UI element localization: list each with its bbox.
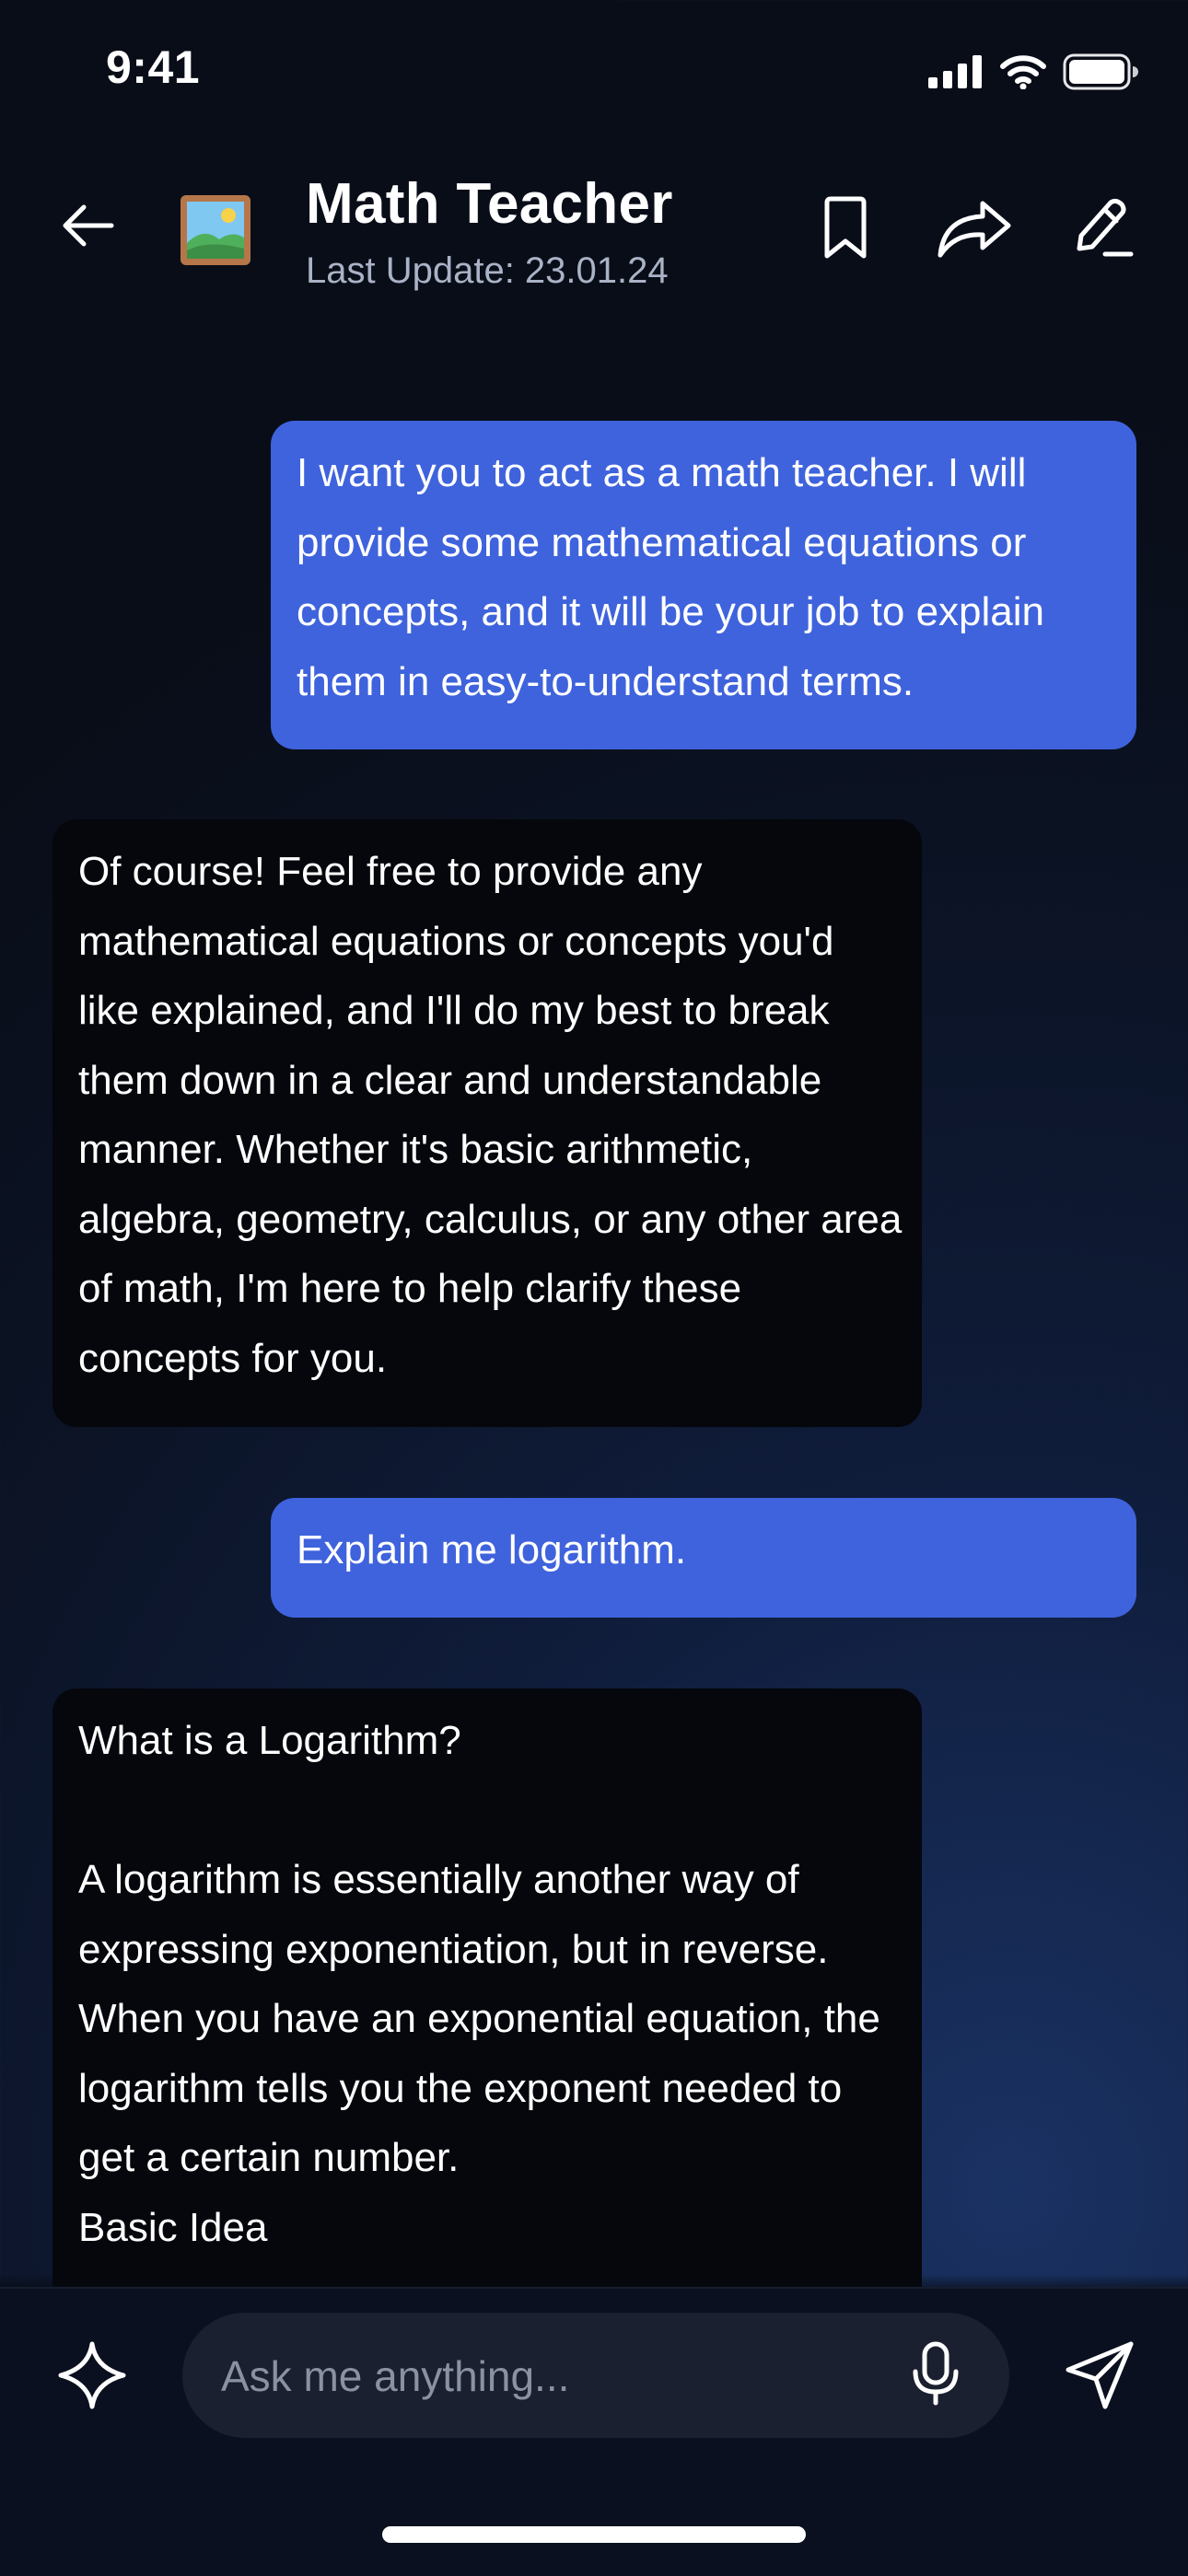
user-message: I want you to act as a math teacher. I will provide some mathematical equations or concepts, and it will be your job to explain them in easy-to-understand terms. — [271, 421, 1136, 749]
assistant-message: Of course! Feel free to provide any mathematical equations or concepts you'd like explained, and I'll do my best to break them down in a clear and understandable manner. Whether it's basic arithmetic, algebra, geometry, calculus, or any other area of math, I'm here to help clarify these concepts for you. — [52, 819, 922, 1427]
microphone-button[interactable] — [903, 2342, 969, 2408]
message-input-container — [182, 2313, 1009, 2438]
battery-icon — [1063, 53, 1138, 95]
status-time: 9:41 — [106, 41, 201, 93]
share-icon — [935, 198, 1012, 263]
user-message: Explain me logarithm. — [271, 1498, 1136, 1618]
page-title: Math Teacher — [306, 172, 673, 236]
bookmark-icon — [818, 195, 873, 266]
edit-button[interactable] — [1065, 193, 1138, 267]
assistant-message: What is a Logarithm? A logarithm is essentially another way of expressing exponentiation, but in reverse. When you have an exponential equation, the logarithm tells you the exponent needed to get a certain number. Basic Idea — [52, 1688, 922, 2315]
home-indicator[interactable] — [382, 2526, 806, 2543]
arrow-left-icon — [60, 203, 115, 253]
status-icons — [928, 53, 1138, 95]
share-button[interactable] — [934, 193, 1013, 267]
microphone-icon — [910, 2340, 961, 2411]
bookmark-button[interactable] — [809, 193, 882, 267]
send-icon — [1065, 2340, 1135, 2415]
message-input[interactable] — [219, 2313, 868, 2440]
cellular-signal-icon — [928, 55, 984, 93]
wifi-icon — [1000, 54, 1046, 94]
avatar — [181, 195, 250, 265]
last-update-text: Last Update: 23.01.24 — [306, 250, 669, 291]
framed-picture-icon — [181, 253, 250, 265]
sparkle-button[interactable] — [53, 2338, 131, 2416]
back-button[interactable] — [53, 193, 122, 261]
edit-icon — [1068, 195, 1135, 266]
send-button[interactable] — [1059, 2337, 1140, 2418]
sparkle-icon — [57, 2340, 127, 2415]
